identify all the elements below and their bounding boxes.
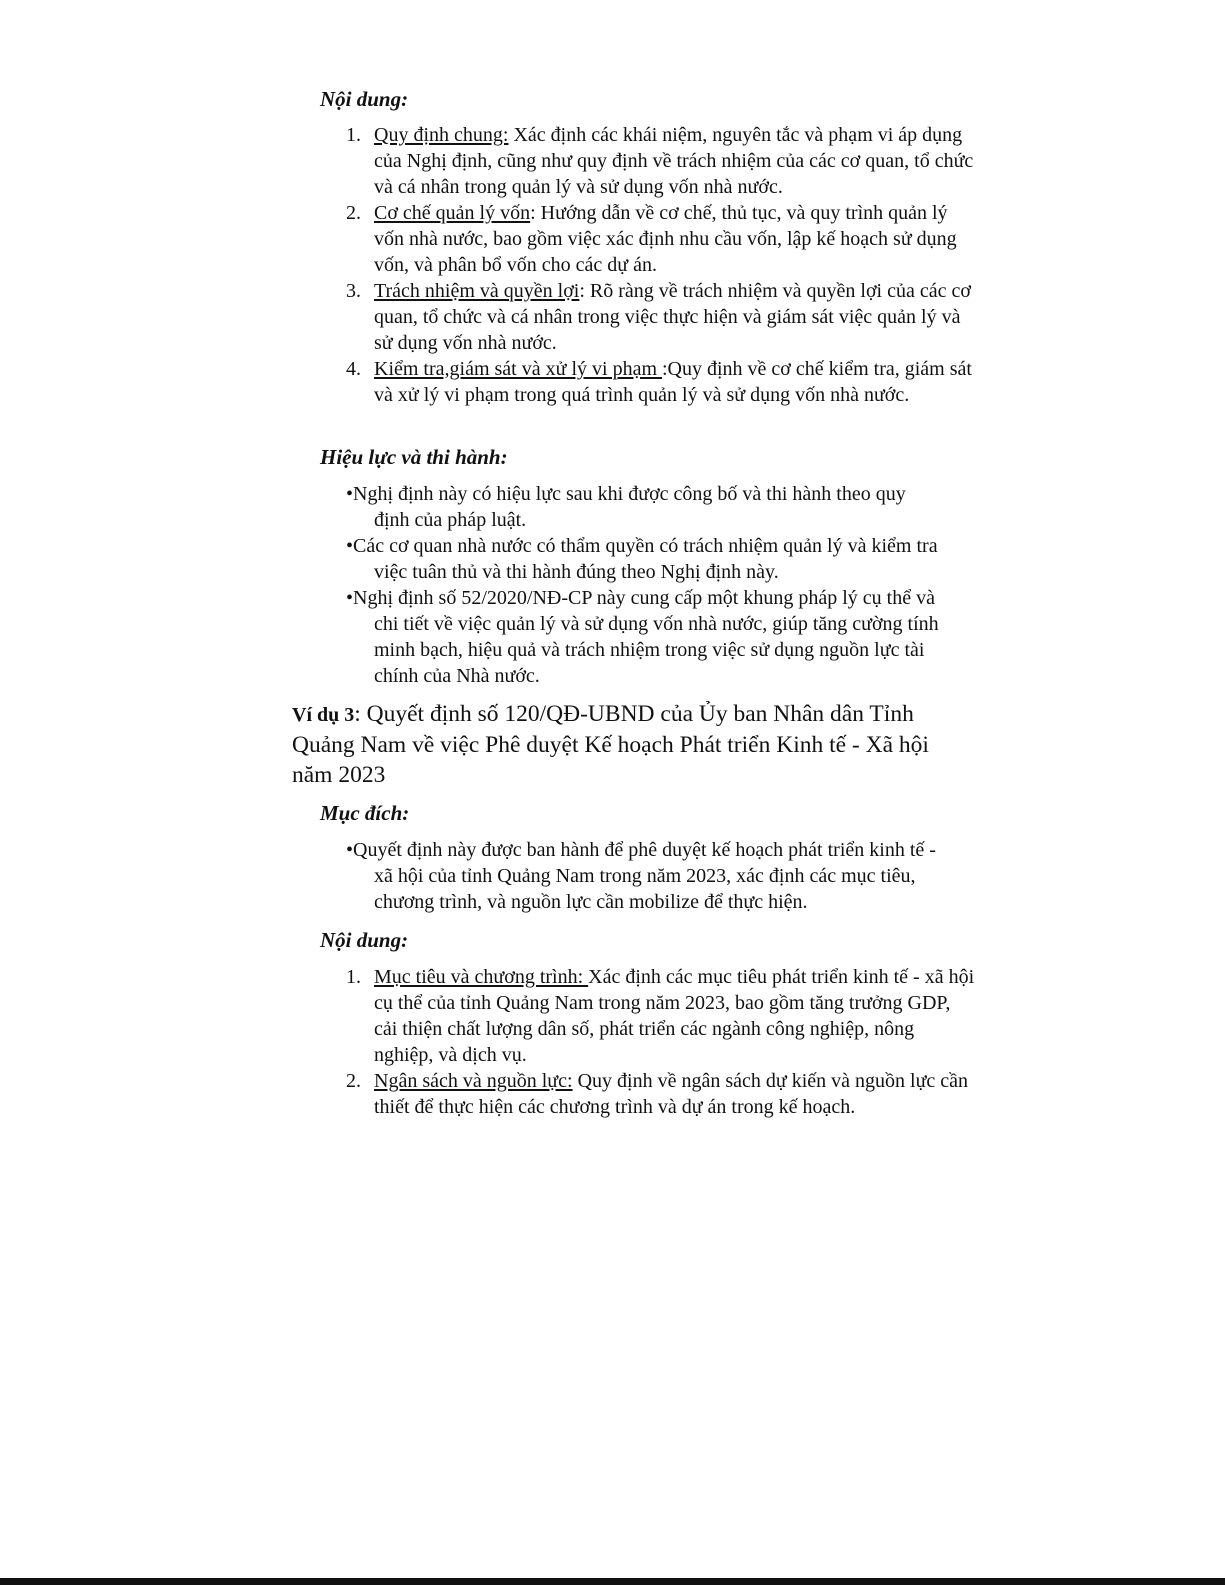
item-term: Kiểm tra,giám sát và xử lý vi phạm — [374, 358, 662, 380]
example-label: Ví dụ 3 — [292, 704, 355, 726]
item-term: Ngân sách và nguồn lực: — [374, 1070, 573, 1092]
page-bottom-border — [0, 1578, 1225, 1585]
item-term: Mục tiêu và chương trình: — [374, 966, 589, 988]
item-number: 2. — [346, 1070, 361, 1092]
section-heading-hieu-luc: Hiệu lực và thi hành: — [320, 445, 508, 469]
list-item — [346, 356, 976, 408]
bullet-list — [346, 481, 946, 689]
list-item — [346, 964, 976, 1068]
item-number: 1. — [346, 966, 361, 988]
list-item — [346, 200, 976, 278]
section-heading-noi-dung-2: Nội dung: — [320, 928, 409, 952]
item-text: : Rõ ràng về trách nhiệm và quyền lợi của các cơ quan, tổ chức và cá nhân trong việc thực hiện và giám sát việc quản lý và sử dụng vốn nhà nước. — [374, 280, 971, 354]
item-text: :Quy định về cơ chế kiểm tra, giám sát và xử lý vi phạm trong quá trình quản lý và sử dụng vốn nhà nước. — [374, 358, 972, 406]
list-item: •Nghị định này có hiệu lực sau khi được công bố và thi hành theo quy định của pháp luật. — [346, 483, 906, 531]
item-number: 4. — [346, 358, 361, 380]
item-term: Cơ chế quản lý vốn — [374, 202, 531, 224]
item-term: Quy định chung: — [374, 124, 509, 146]
item-text: Xác định các khái niệm, nguyên tắc và phạm vi áp dụng của Nghị định, cũng như quy định về trách nhiệm của các cơ quan, tổ chức và cá nhân trong quản lý và sử dụng vốn nhà nước. — [374, 124, 974, 198]
item-text: Quy định về ngân sách dự kiến và nguồn lực cần thiết để thực hiện các chương trình và dự án trong kế hoạch. — [374, 1070, 969, 1118]
list-item — [346, 278, 976, 356]
list-item — [346, 1068, 976, 1120]
section-heading-noi-dung: Nội dung: — [320, 87, 409, 111]
list-item: •Các cơ quan nhà nước có thẩm quyền có trách nhiệm quản lý và kiểm tra việc tuân thủ và thi hành đúng theo Nghị định này. — [346, 535, 938, 583]
item-number: 1. — [346, 124, 361, 146]
list-item: •Nghị định số 52/2020/NĐ-CP này cung cấp một khung pháp lý cụ thể và chi tiết về việc quản lý và sử dụng vốn nhà nước, giúp tăng cường tính minh bạch, hiệu quả và trách nhiệm trong việc sử dụng nguồn lực tài chính của Nhà nước. — [346, 587, 939, 687]
numbered-list — [346, 964, 976, 1120]
numbered-list — [346, 122, 976, 408]
item-number: 2. — [346, 202, 361, 224]
bullet-list — [346, 837, 946, 915]
item-text: : Hướng dẫn về cơ chế, thủ tục, và quy trình quản lý vốn nhà nước, bao gồm việc xác định nhu cầu vốn, lập kế hoạch sử dụng vốn, và phân bổ vốn cho các dự án. — [374, 202, 957, 276]
item-text: Xác định các mục tiêu phát triển kinh tế - xã hội cụ thể của tỉnh Quảng Nam trong năm 2023, bao gồm tăng trưởng GDP, cải thiện chất lượng dân số, phát triển các ngành công nghiệp, nông nghiệp, và dịch vụ. — [374, 966, 975, 1066]
example-title — [292, 699, 972, 790]
section-heading-muc-dich: Mục đích: — [320, 801, 410, 825]
list-item: •Quyết định này được ban hành để phê duyệt kế hoạch phát triển kinh tế - xã hội của tỉnh Quảng Nam trong năm 2023, xác định các mục tiêu, chương trình, và nguồn lực cần mobilize để thực hiện. — [346, 839, 936, 913]
list-item — [346, 122, 976, 200]
item-term: Trách nhiệm và quyền lợi — [374, 280, 580, 302]
item-number: 3. — [346, 280, 361, 302]
example-title-text: : Quyết định số 120/QĐ-UBND của Ủy ban Nhân dân Tỉnh Quảng Nam về việc Phê duyệt Kế hoạch Phát triển Kinh tế - Xã hội năm 2023 — [292, 701, 929, 788]
